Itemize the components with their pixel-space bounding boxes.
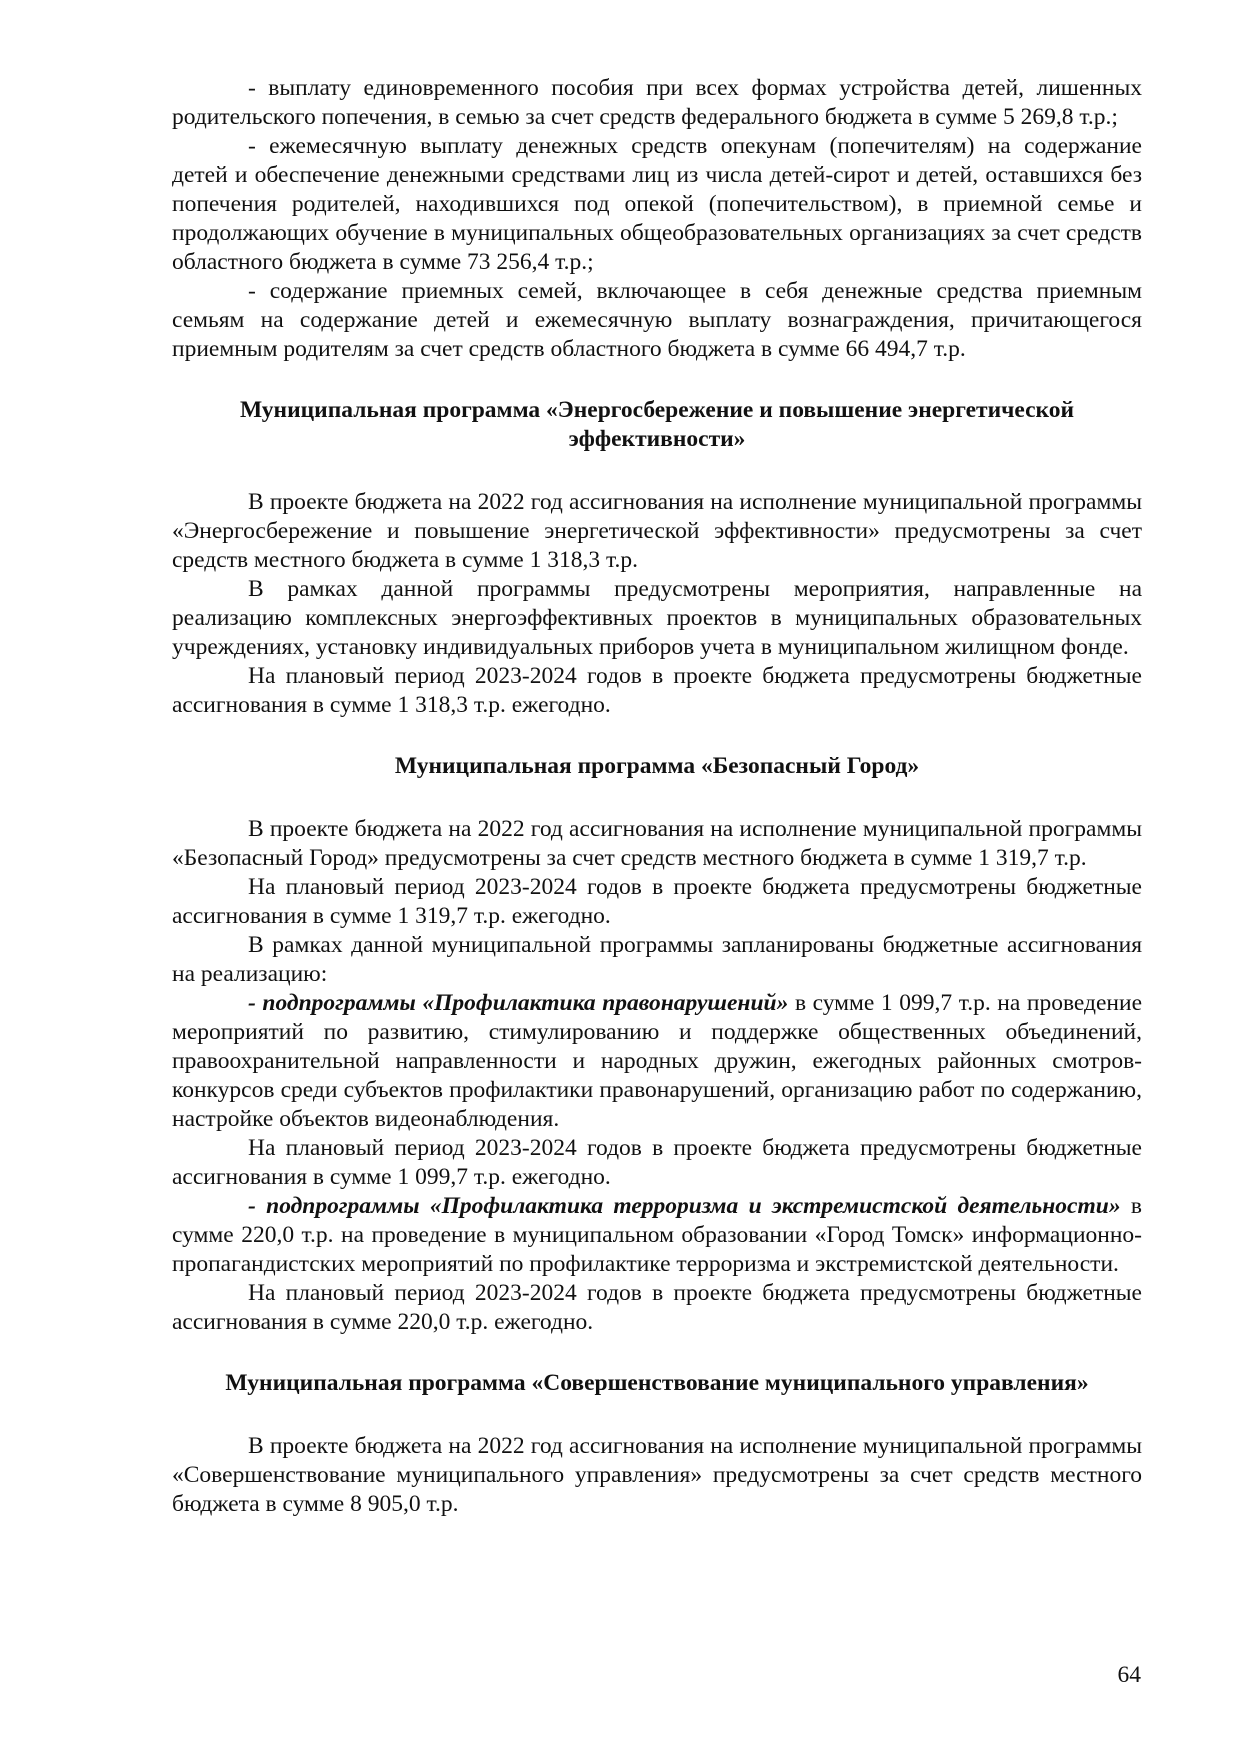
paragraph-energy-2022: В проекте бюджета на 2022 год ассигнования на исполнение муниципальной программы «Энергосбережение и повышение энергетической эффективности» предусмотрены за счет средств местного бюджета в сумме 1 318,3 т.р.: [172, 489, 1142, 573]
heading-governance-program: Муниципальная программа «Совершенствование муниципального управления»: [225, 1370, 1089, 1396]
subprogram-terrorism-prevention-title: - подпрограммы «Профилактика терроризма и экстремистской деятельности»: [248, 1193, 1121, 1219]
paragraph-safe-city-plan: На плановый период 2023-2024 годов в проекте бюджета предусмотрены бюджетные ассигнования в сумме 1 319,7 т.р. ежегодно.: [172, 874, 1142, 929]
paragraph-energy-plan: На плановый период 2023-2024 годов в проекте бюджета предусмотрены бюджетные ассигнования в сумме 1 318,3 т.р. ежегодно.: [172, 663, 1142, 718]
paragraph-foster-families: - содержание приемных семей, включающее в себя денежные средства приемным семьям на содержание детей и ежемесячную выплату вознаграждения, причитающегося приемным родителям за счет средств областного бюджета в сумме 66 494,7 т.р.: [172, 278, 1142, 362]
subprogram-offense-prevention-text: в сумме 1 099,7 т.р. на проведение мероприятий по развитию, стимулированию и поддержке общественных объединений, правоохранительной направленности и народных дружин, ежегодных районных смотров-конкурсов среди субъектов профилактики правонарушений, организацию работ по содержанию, настройке объектов видеонаблюдения.: [172, 990, 1142, 1132]
paragraph-offense-prevention: [172, 989, 1142, 1134]
paragraph-safe-city-2022: В проекте бюджета на 2022 год ассигнования на исполнение муниципальной программы «Безопасный Город» предусмотрены за счет средств местного бюджета в сумме 1 319,7 т.р.: [172, 816, 1142, 871]
paragraph-lump-sum-benefit: - выплату единовременного пособия при всех формах устройства детей, лишенных родительского попечения, в семью за счет средств федерального бюджета в сумме 5 269,8 т.р.;: [172, 75, 1142, 130]
heading-energy-program: Муниципальная программа «Энергосбережение и повышение энергетической эффективности»: [239, 397, 1075, 452]
paragraph-energy-measures: В рамках данной программы предусмотрены мероприятия, направленные на реализацию комплексных энергоэффективных проектов в муниципальных образовательных учреждениях, установку индивидуальных приборов учета в муниципальном жилищном фонде.: [172, 576, 1142, 660]
paragraph-terrorism-prevention: [172, 1192, 1142, 1279]
paragraph-terrorism-prevention-plan: На плановый период 2023-2024 годов в проекте бюджета предусмотрены бюджетные ассигнования в сумме 220,0 т.р. ежегодно.: [172, 1280, 1142, 1335]
page-number: 64: [1117, 1662, 1141, 1688]
paragraph-offense-prevention-plan: На плановый период 2023-2024 годов в проекте бюджета предусмотрены бюджетные ассигнования в сумме 1 099,7 т.р. ежегодно.: [172, 1135, 1142, 1190]
subprogram-offense-prevention-title: - подпрограммы «Профилактика правонарушений»: [248, 990, 789, 1016]
subprogram-terrorism-prevention-text: в сумме 220,0 т.р. на проведение в муниципальном образовании «Город Томск» информационно-пропагандистских мероприятий по профилактике терроризма и экстремистской деятельности.: [172, 1193, 1142, 1277]
paragraph-monthly-guardian-payment: - ежемесячную выплату денежных средств опекунам (попечителям) на содержание детей и обеспечение денежными средствами лиц из числа детей-сирот и детей, оставшихся без попечения родителей, находившихся под опекой (попечительством), в приемной семье и продолжающих обучение в муниципальных общеобразовательных организациях за счет средств областного бюджета в сумме 73 256,4 т.р.;: [172, 133, 1142, 275]
page-content: [172, 74, 1142, 1519]
paragraph-governance-2022: В проекте бюджета на 2022 год ассигнования на исполнение муниципальной программы «Совершенствование муниципального управления» предусмотрены за счет средств местного бюджета в сумме 8 905,0 т.р.: [172, 1433, 1142, 1517]
heading-safe-city-program: Муниципальная программа «Безопасный Город»: [394, 753, 920, 779]
paragraph-safe-city-framework: В рамках данной муниципальной программы запланированы бюджетные ассигнования на реализацию:: [172, 932, 1142, 987]
